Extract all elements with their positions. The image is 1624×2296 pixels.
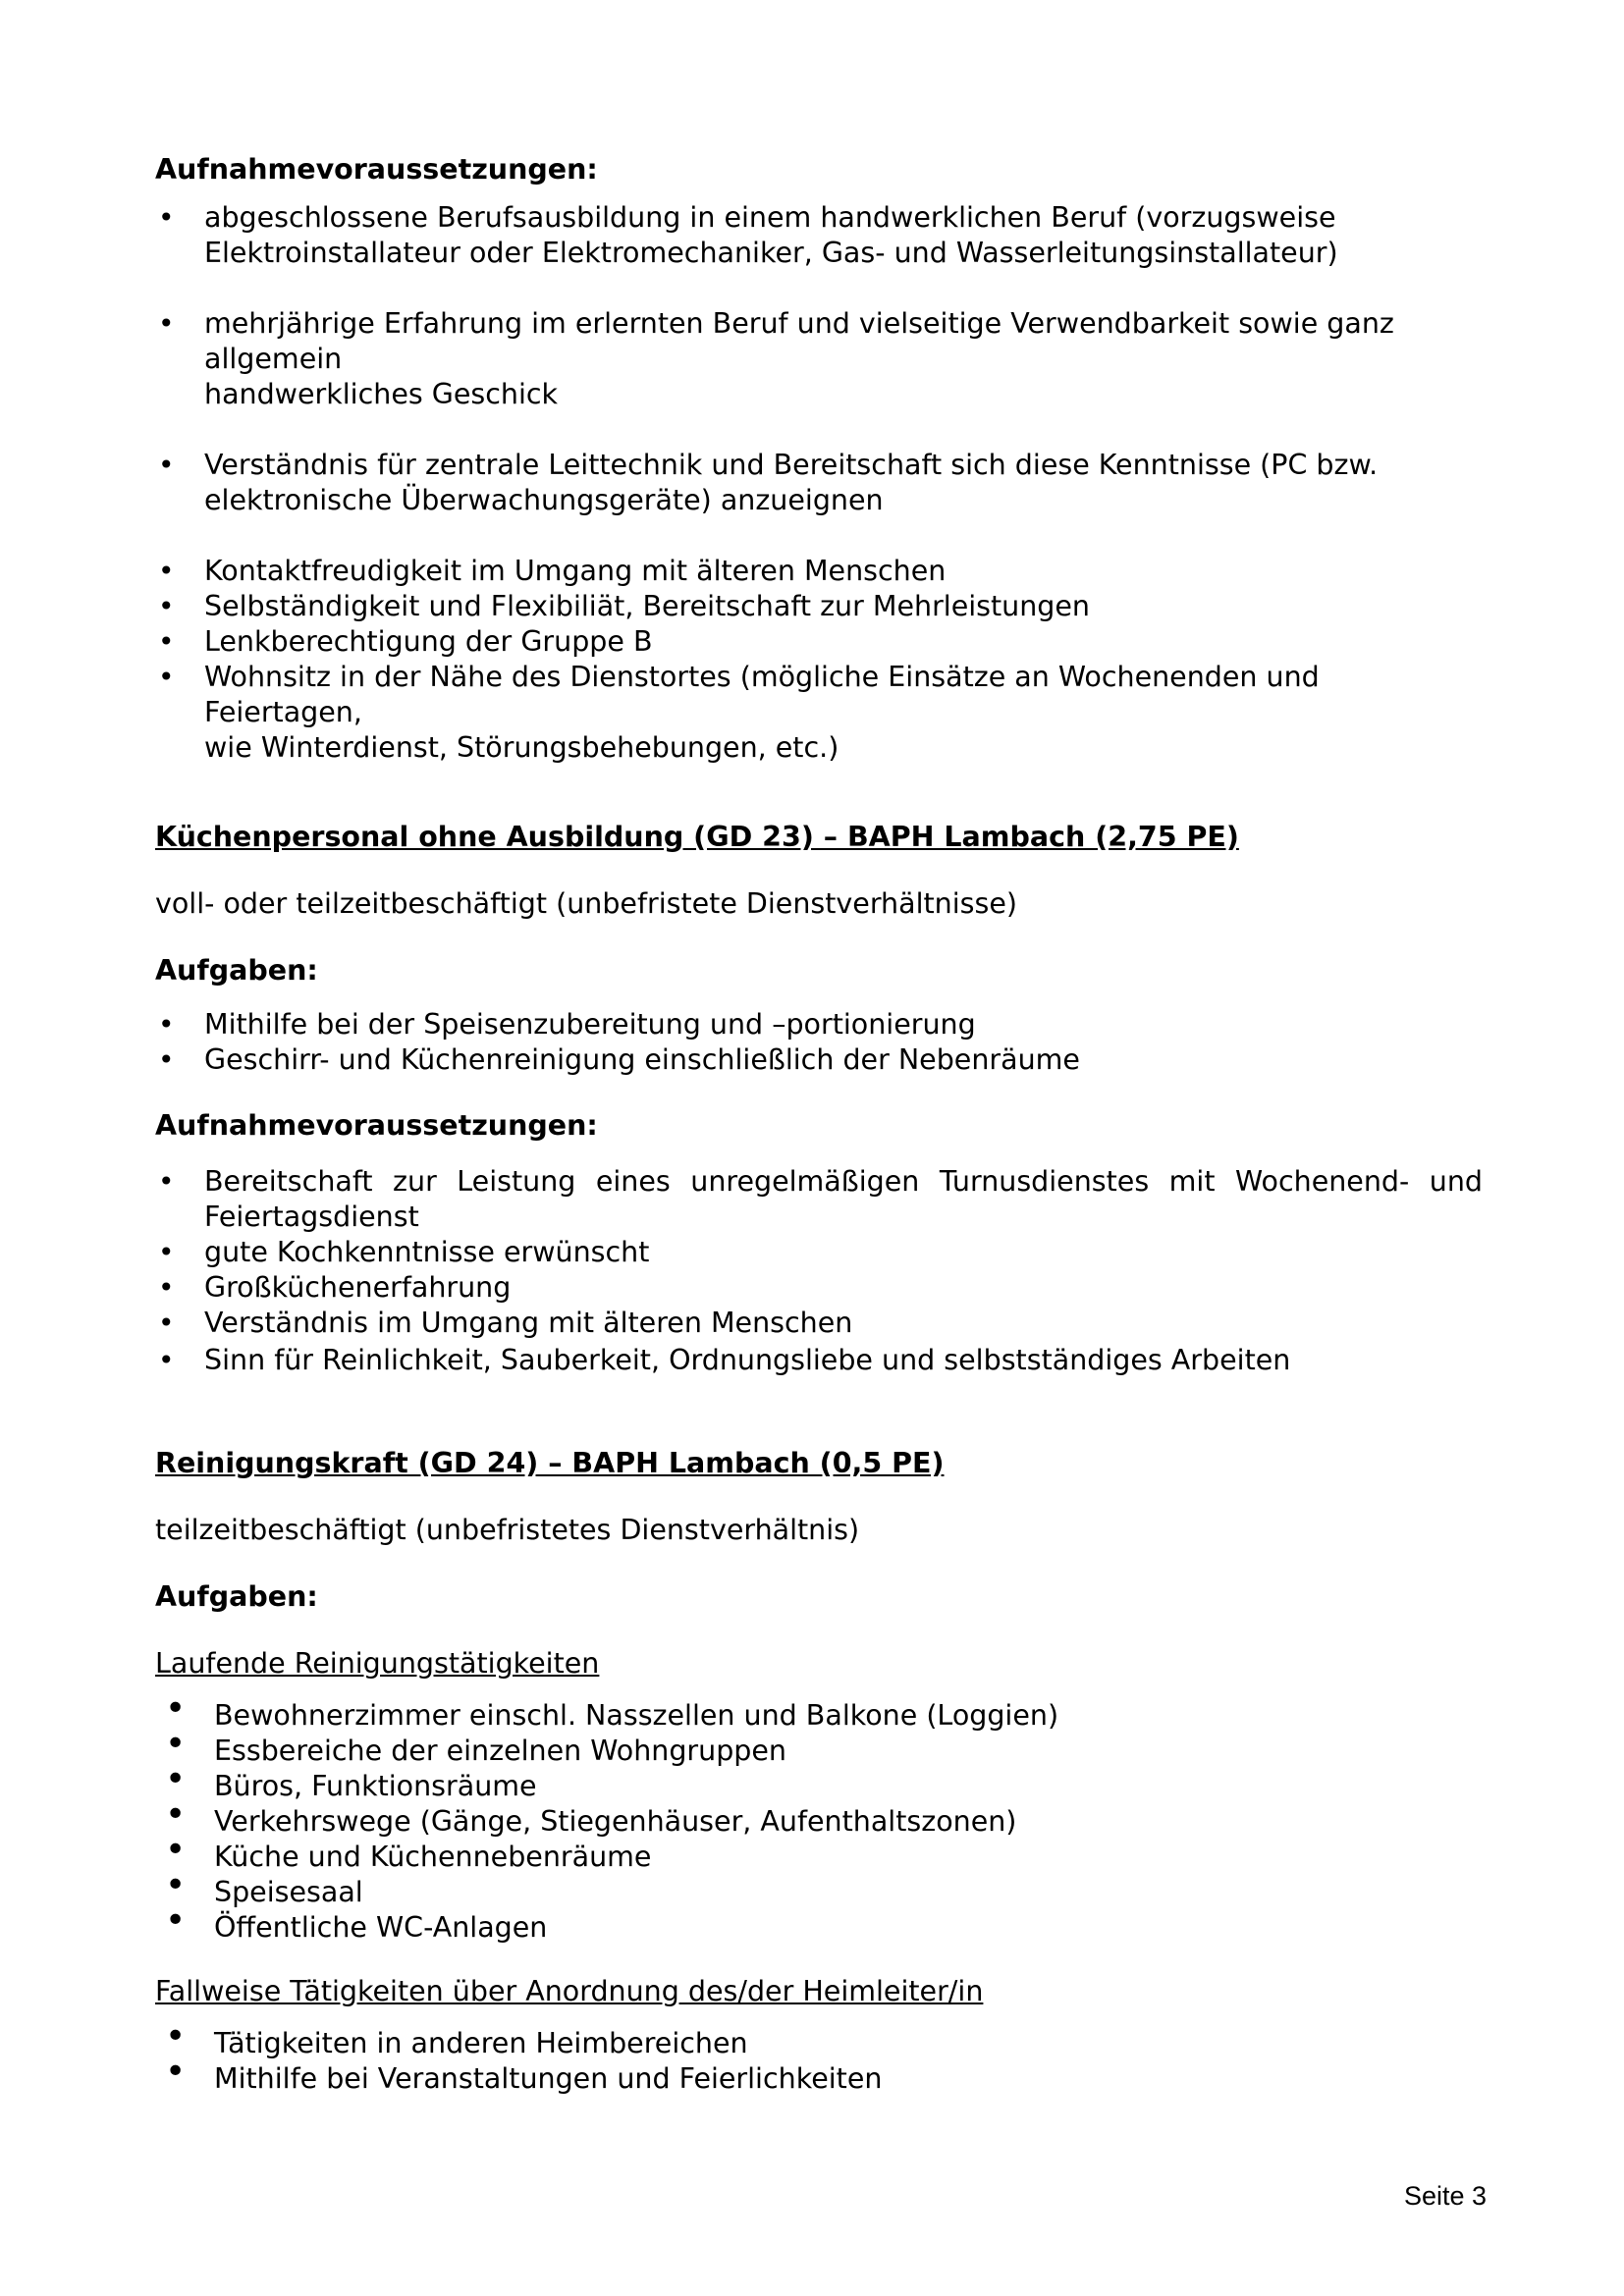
employment-text: voll- oder teilzeitbeschäftigt (unbefristete Dienstverhältnisse) [155, 887, 1017, 920]
requirements-list [155, 200, 1483, 766]
section-title-kitchen: Küchenpersonal ohne Ausbildung (GD 23) – BAPH Lambach (2,75 PE) [155, 821, 1239, 853]
tasks-heading: Aufgaben: [155, 1580, 318, 1613]
list-item: • Essbereiche der einzelnen Wohngruppen [155, 1734, 1483, 1769]
list-item: • Tätigkeiten in anderen Heimbereichen [155, 2026, 1483, 2061]
document-page [155, 147, 1483, 2097]
list-item [155, 306, 1483, 412]
list-item-text: elektronische Überwachungsgeräte) anzueignen [204, 484, 884, 516]
list-item: • gute Kochkenntnisse erwünscht [155, 1235, 1483, 1270]
list-item: • Kontaktfreudigkeit im Umgang mit älteren Menschen [155, 554, 1483, 589]
employment-text: teilzeitbeschäftigt (unbefristetes Dienstverhältnis) [155, 1514, 860, 1546]
subsection-heading: Laufende Reinigungstätigkeiten [155, 1647, 600, 1680]
list-item: • Büros, Funktionsräume [155, 1769, 1483, 1804]
list-item: • Öffentliche WC-Anlagen [155, 1910, 1483, 1946]
page-number: Seite 3 [1404, 2181, 1488, 2211]
list-item: • Bewohnerzimmer einschl. Nasszellen und Balkone (Loggien) [155, 1698, 1483, 1734]
list-item-text: wie Winterdienst, Störungsbehebungen, etc.) [204, 731, 839, 764]
list-item: • Sinn für Reinlichkeit, Sauberkeit, Ordnungsliebe und selbstständiges Arbeiten [155, 1343, 1483, 1378]
list-item-text: mehrjährige Erfahrung im erlernten Beruf und vielseitige Verwendbarkeit sowie ganz allgemein [204, 307, 1394, 375]
list-item-text: handwerkliches Geschick [204, 378, 559, 410]
requirements-heading: Aufnahmevoraussetzungen: [155, 153, 598, 186]
list-item-text: • Bereitschaft zur Leistung eines unregelmäßigen Turnusdienstes mit Wochenend- und [204, 1165, 1483, 1198]
tasks-list [155, 2026, 1483, 2097]
tasks-list [155, 1007, 1483, 1078]
list-item: • Verständnis im Umgang mit älteren Menschen [155, 1306, 1483, 1341]
list-item: • Küche und Küchennebenräume [155, 1840, 1483, 1875]
list-item: • Großküchenerfahrung [155, 1270, 1483, 1306]
subsection-heading: Fallweise Tätigkeiten über Anordnung des/der Heimleiter/in [155, 1975, 984, 2007]
list-item: • Mithilfe bei der Speisenzubereitung und –portionierung [155, 1007, 1483, 1042]
list-item [155, 448, 1483, 518]
list-item-text: Verständnis für zentrale Leittechnik und Bereitschaft sich diese Kenntnisse (PC bzw. [204, 449, 1379, 481]
list-item [155, 1164, 1483, 1235]
requirements-list [155, 1164, 1483, 1378]
list-item [155, 660, 1483, 766]
list-item-text: abgeschlossene Berufsausbildung in einem handwerklichen Beruf (vorzugsweise [204, 201, 1336, 234]
list-item [155, 200, 1483, 271]
list-item: • Selbständigkeit und Flexibiliät, Bereitschaft zur Mehrleistungen [155, 589, 1483, 624]
list-item-text: Elektroinstallateur oder Elektromechaniker, Gas- und Wasserleitungsinstallateur) [204, 237, 1338, 269]
list-item: • Speisesaal [155, 1875, 1483, 1910]
list-item-text: Feiertagsdienst [204, 1201, 419, 1233]
requirements-heading: Aufnahmevoraussetzungen: [155, 1109, 598, 1142]
tasks-heading: Aufgaben: [155, 954, 318, 987]
section-title-cleaning: Reinigungskraft (GD 24) – BAPH Lambach (0,5 PE) [155, 1447, 945, 1479]
list-item: • Mithilfe bei Veranstaltungen und Feierlichkeiten [155, 2061, 1483, 2097]
tasks-list [155, 1698, 1483, 1946]
list-item: • Verkehrswege (Gänge, Stiegenhäuser, Aufenthaltszonen) [155, 1804, 1483, 1840]
list-item: • Geschirr- und Küchenreinigung einschließlich der Nebenräume [155, 1042, 1483, 1078]
list-item: • Lenkberechtigung der Gruppe B [155, 624, 1483, 660]
list-item-text: Wohnsitz in der Nähe des Dienstortes (mögliche Einsätze an Wochenenden und Feiertagen, [204, 661, 1320, 728]
